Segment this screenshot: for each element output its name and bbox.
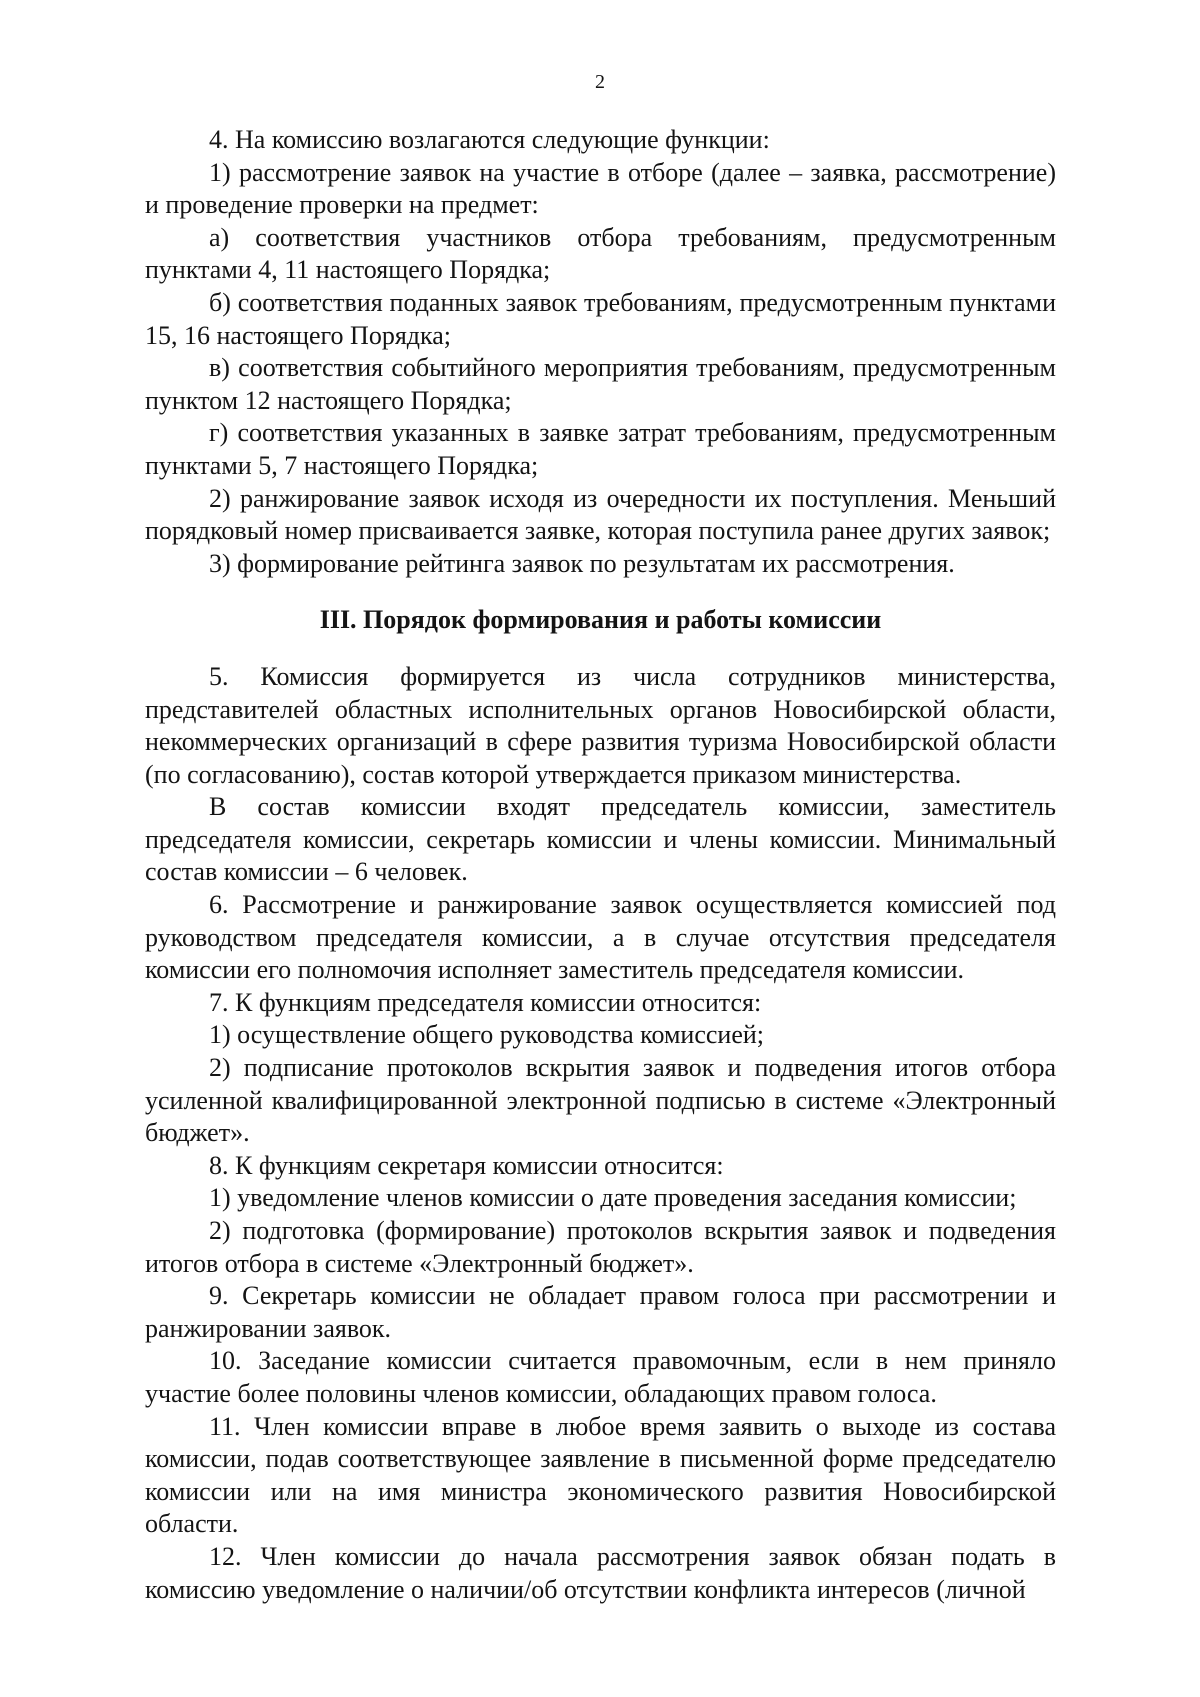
paragraph-subitem-4-3: 3) формирование рейтинга заявок по результатам их рассмотрения. xyxy=(209,548,955,578)
section-heading: III. Порядок формирования и работы комиссии xyxy=(319,605,882,635)
paragraph-subitem-4-1-g: г) соответствия указанных в заявке затрат требованиям, предусмотренным пунктами 5, 7 настоящего Порядка; xyxy=(145,418,1056,480)
paragraph-item-5-composition: В состав комиссии входят председатель комиссии, заместитель председателя комиссии, секретарь комиссии и члены комиссии. Минимальный состав комиссии – 6 человек. xyxy=(145,792,1056,887)
document-body xyxy=(145,124,1056,1606)
paragraph-item-4: 4. На комиссию возлагаются следующие функции: xyxy=(209,125,770,154)
paragraph-item-8: 8. К функциям секретаря комиссии относится: xyxy=(209,1150,724,1180)
paragraph-subitem-7-1: 1) осуществление общего руководства комиссией; xyxy=(209,1020,765,1050)
paragraph-subitem-4-1: 1) рассмотрение заявок на участие в отборе (далее – заявка, рассмотрение) и проведение проверки на предмет: xyxy=(145,157,1056,220)
paragraph-item-11: 11. Член комиссии вправе в любое время заявить о выходе из состава комиссии, подав соответствующее заявление в письменной форме председателю комиссии или на имя министра экономического развития Новосибирской области. xyxy=(145,1411,1056,1539)
paragraph-subitem-4-2: 2) ранжирование заявок исходя из очередности их поступления. Меньший порядковый номер присваивается заявке, которая поступила ранее других заявок; xyxy=(145,483,1056,546)
paragraph-item-7: 7. К функциям председателя комиссии относится: xyxy=(209,987,762,1017)
paragraph-subitem-4-1-a: а) соответствия участников отбора требованиям, предусмотренным пунктами 4, 11 настоящего Порядка; xyxy=(145,222,1056,285)
page-number: 2 xyxy=(595,71,605,93)
paragraph-item-6: 6. Рассмотрение и ранжирование заявок осуществляется комиссией под руководством председателя комиссии, а в случае отсутствия председателя комиссии его полномочия исполняет заместитель председателя комиссии. xyxy=(145,890,1056,985)
paragraph-item-10: 10. Заседание комиссии считается правомочным, если в нем приняло участие более половины членов комиссии, обладающих правом голоса. xyxy=(145,1346,1056,1408)
paragraph-item-12: 12. Член комиссии до начала рассмотрения заявок обязан подать в комиссию уведомление о наличии/об отсутствии конфликта интересов (личной xyxy=(145,1541,1056,1604)
paragraph-item-9: 9. Секретарь комиссии не обладает правом голоса при рассмотрении и ранжировании заявок. xyxy=(145,1281,1056,1343)
paragraph-subitem-7-2: 2) подписание протоколов вскрытия заявок и подведения итогов отбора усиленной квалифицированной электронной подписью в системе «Электронный бюджет». xyxy=(145,1053,1056,1148)
paragraph-subitem-8-1: 1) уведомление членов комиссии о дате проведения заседания комиссии; xyxy=(209,1183,1017,1213)
paragraph-subitem-4-1-v: в) соответствия событийного мероприятия требованиям, предусмотренным пунктом 12 настоящего Порядка; xyxy=(145,353,1056,415)
paragraph-subitem-4-1-b: б) соответствия поданных заявок требованиям, предусмотренным пунктами 15, 16 настоящего Порядка; xyxy=(145,287,1056,350)
paragraph-subitem-8-2: 2) подготовка (формирование) протоколов вскрытия заявок и подведения итогов отбора в системе «Электронный бюджет». xyxy=(145,1216,1056,1278)
paragraph-item-5: 5. Комиссия формируется из числа сотрудников министерства, представителей областных исполнительных органов Новосибирской области, некоммерческих организаций в сфере развития туризма Новосибирской области (по согласованию), состав которой утверждается приказом министерства. xyxy=(145,661,1056,789)
